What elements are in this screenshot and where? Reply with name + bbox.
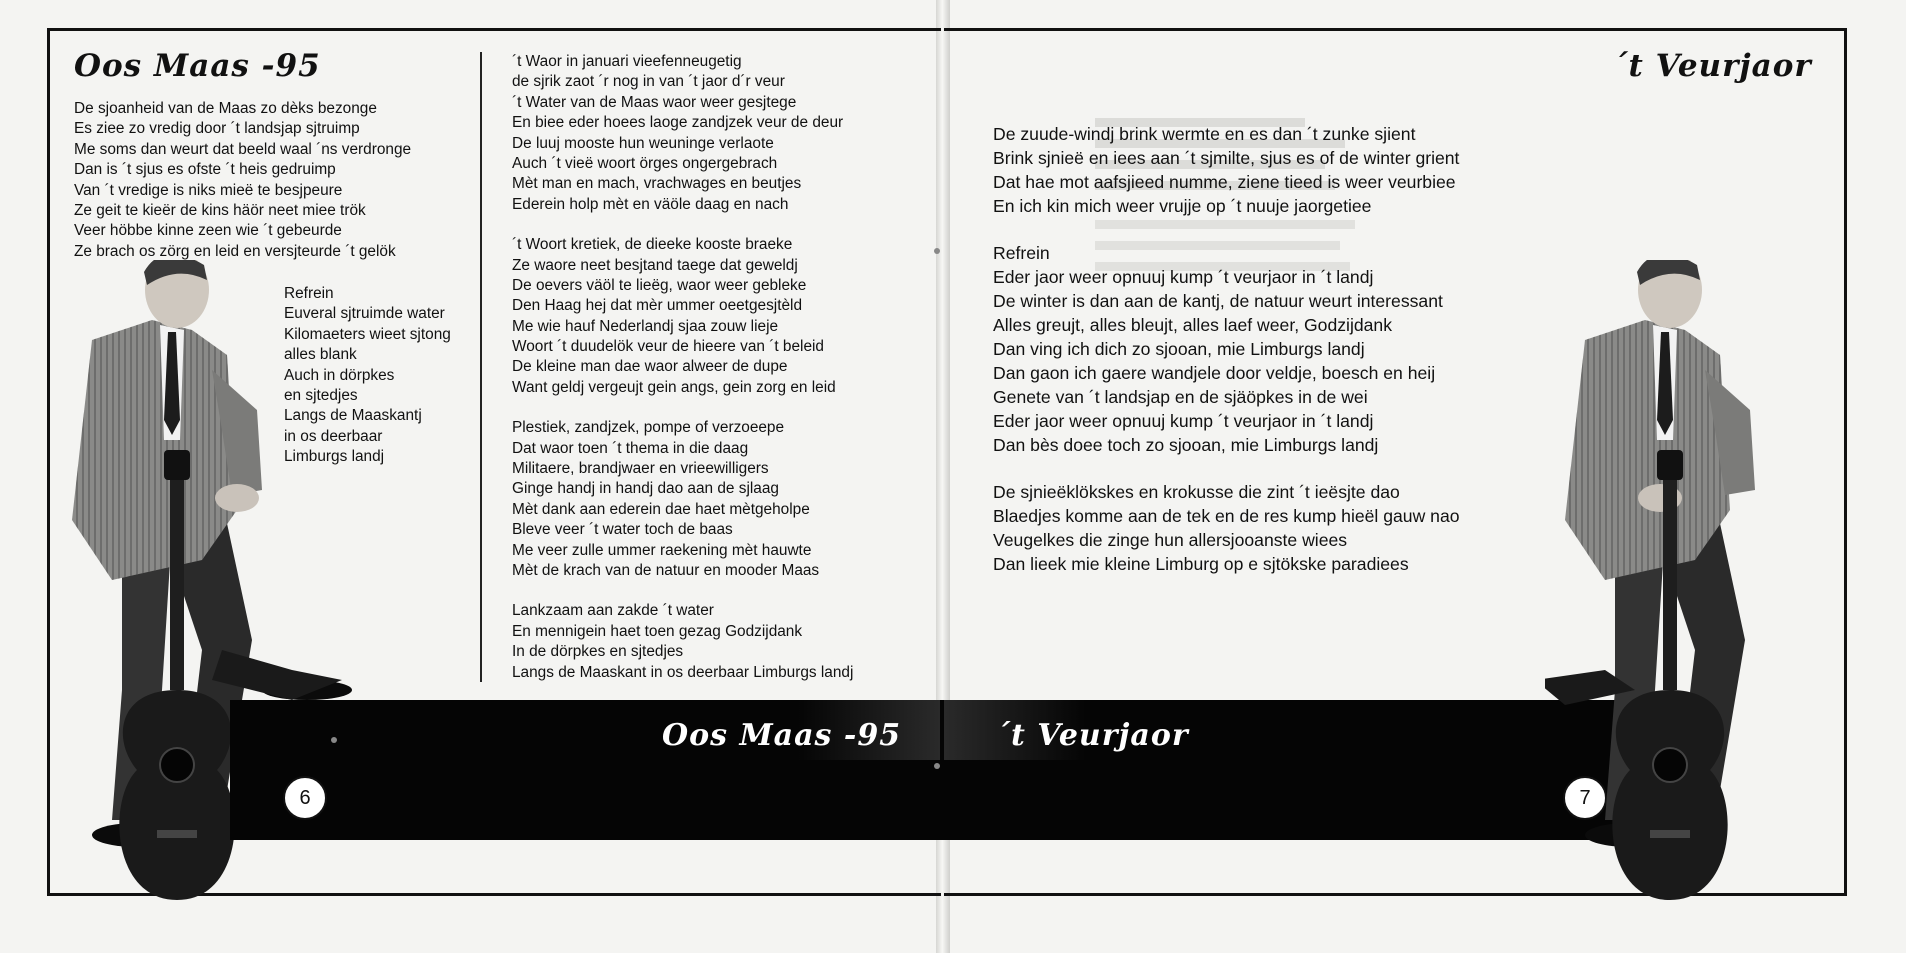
verse-line: Langs de Maaskant in os deerbaar Limburgs landj xyxy=(512,663,854,681)
left-banner-title: Oos Maas -95 xyxy=(662,718,902,753)
verse-line: Me wie hauf Nederlandj sjaa zouw lieje xyxy=(512,317,779,335)
verse-line: Den Haag hej dat mèr ummer oeetgesjtèld xyxy=(512,297,803,315)
verse-line: Mèt de krach van de natuur en mooder Maas xyxy=(512,561,820,579)
verse-line: Refrein xyxy=(993,243,1050,263)
singer-photo-right xyxy=(1545,260,1845,900)
refrain-line: in os deerbaar xyxy=(284,427,383,445)
refrain-line: Langs de Maaskantj xyxy=(284,407,422,425)
stanza-gap xyxy=(512,581,853,601)
verse-line: Eder jaor weer opnuuj kump ´t veurjaor in ´t landj xyxy=(993,267,1374,287)
refrain-line: Euveral sjtruimde water xyxy=(284,305,445,323)
verse-line: De sjoanheid van de Maas zo dèks bezonge xyxy=(74,100,377,117)
verse-line: Dan lieek mie kleine Limburg op e sjtökske paradiees xyxy=(993,554,1409,574)
verse-line: Dan ving ich dich zo sjooan, mie Limburgs landj xyxy=(993,339,1365,359)
staple-mark xyxy=(934,248,940,254)
verse-line: Mèt dank aan ederein dae haet mètgeholpe xyxy=(512,500,810,518)
verse-line: Veer höbbe kinne zeen wie ´t gebeurde xyxy=(74,222,342,240)
column-divider xyxy=(480,52,482,682)
verse-line: De winter is dan aan de kantj, de natuur weurt interessant xyxy=(993,291,1443,311)
page-number-right: 7 xyxy=(1563,776,1607,820)
verse-line: Dan gaon ich gaere wandjele door veldje, boesch en heij xyxy=(993,363,1436,383)
refrain-line: en sjtedjes xyxy=(284,386,358,404)
verse-line: En mennigein haet toen gezag Godzijdank xyxy=(512,622,803,640)
stanza-gap xyxy=(512,398,853,418)
verse-line: Genete van ´t landsjap en de sjäöpkes in de wei xyxy=(993,387,1368,407)
verse-line: Lankzaam aan zakde ´t water xyxy=(512,602,714,620)
verse-line: Woort ´t duudelök veur de hieere van ´t beleid xyxy=(512,338,824,356)
verse-line: Ze brach os zörg en leid en versjteurde ´t gelök xyxy=(74,242,396,260)
stanza-gap xyxy=(993,218,1460,241)
verse-line: Mèt man en mach, vrachwages en beutjes xyxy=(512,175,802,193)
verse-line: In de dörpkes en sjtedjes xyxy=(512,643,684,661)
verse-line: Ze waore neet besjtand taege dat geweldj xyxy=(512,256,798,274)
verse-line: ´t Waor in januari vieefenneugetig xyxy=(512,53,742,70)
stanza-gap xyxy=(512,215,853,235)
verse-line: De oevers väöl te lieëg, waor weer gebleke xyxy=(512,276,807,294)
verse-line: Dan is ´t sjus es ofste ´t heis gedruimp xyxy=(74,161,336,179)
verse-line: Alles greujt, alles bleujt, alles laef weer, Godzijdank xyxy=(993,315,1393,335)
verse-line: Plestiek, zandjzek, pompe of verzoeepe xyxy=(512,419,785,437)
verse-line: ´t Water van de Maas waor weer gesjtege xyxy=(512,93,797,111)
verse-line: Veugelkes die zinge hun allersjooanste wiees xyxy=(993,530,1348,550)
verse-line: Ederein holp mèt en väöle daag en nach xyxy=(512,195,789,213)
verse-line: ´t Woort kretiek, de dieeke kooste braeke xyxy=(512,236,793,254)
verse-line: Dan bès doee toch zo sjooan, mie Limburgs landj xyxy=(993,435,1379,455)
verse-line: Auch ´t vieë woort örges ongergebrach xyxy=(512,154,778,172)
verse-line: De zuude-windj brink wermte en es dan ´t zunke sjient xyxy=(993,124,1416,144)
page-number-left: 6 xyxy=(283,776,327,820)
banner-lower-band xyxy=(330,760,1600,840)
left-column-verse xyxy=(74,99,411,262)
verse-line: Blaedjes komme aan de tek en de res kump hieël gauw nao xyxy=(993,506,1460,526)
verse-line: de sjrik zaot ´r nog in van ´t jaor d´r veur xyxy=(512,73,785,91)
refrain-line: Kilomaeters wieet sjtong xyxy=(284,325,451,343)
verse-line: Dat waor toen ´t thema in die daag xyxy=(512,439,749,457)
right-banner-title: ´t Veurjaor xyxy=(995,718,1189,753)
right-page-verses xyxy=(993,122,1460,576)
staple-mark xyxy=(331,737,337,743)
stanza-gap xyxy=(993,457,1460,480)
verse-line: Ginge handj in handj dao aan de sjlaag xyxy=(512,480,779,498)
verse-line: Van ´t vredige is niks mieë te besjpeure xyxy=(74,181,343,199)
verse-line: Want geldj vergeujt gein angs, gein zorg en leid xyxy=(512,378,836,396)
verse-line: Me veer zulle ummer raekening mèt hauwte xyxy=(512,541,812,559)
verse-line: Es ziee zo vredig door ´t landsjap sjtruimp xyxy=(74,120,360,138)
verse-line: Dat hae mot aafsjieed numme, ziene tieed is weer veurbiee xyxy=(993,172,1456,192)
left-page-title: Oos Maas -95 xyxy=(74,48,321,84)
verse-line: Me soms dan weurt dat beeld waal ´ns verdronge xyxy=(74,140,412,158)
verse-line: Militaere, brandjwaer en vrieewilligers xyxy=(512,460,769,478)
verse-line: En biee eder hoees laoge zandjzek veur de deur xyxy=(512,114,844,132)
verse-line: Ze geit te kieër de kins häör neet miee trök xyxy=(74,201,366,219)
verse-line: Bleve veer ´t water toch de baas xyxy=(512,521,733,539)
verse-line: De sjnieëklökskes en krokusse die zint ´t ieësjte dao xyxy=(993,482,1400,502)
verse-line: Eder jaor weer opnuuj kump ´t veurjaor in ´t landj xyxy=(993,411,1374,431)
verse-line: En ich kin mich weer vrujje op ´t nuuje jaorgetiee xyxy=(993,196,1372,216)
refrain-line: Limburgs landj xyxy=(284,448,385,466)
verse-line: Brink sjnieë en iees aan ´t sjmilte, sjus es of de winter grient xyxy=(993,148,1460,168)
refrain-line: Refrein xyxy=(284,285,334,302)
verse-line: De kleine man dae waor alweer de dupe xyxy=(512,358,788,376)
verse-line: De luuj mooste hun weuninge verlaote xyxy=(512,134,774,152)
right-page-title: ´t Veurjaor xyxy=(1612,48,1812,84)
right-column-verses xyxy=(512,52,853,683)
staple-mark xyxy=(934,763,940,769)
refrain-line: alles blank xyxy=(284,346,357,364)
refrain-line: Auch in dörpkes xyxy=(284,366,395,384)
